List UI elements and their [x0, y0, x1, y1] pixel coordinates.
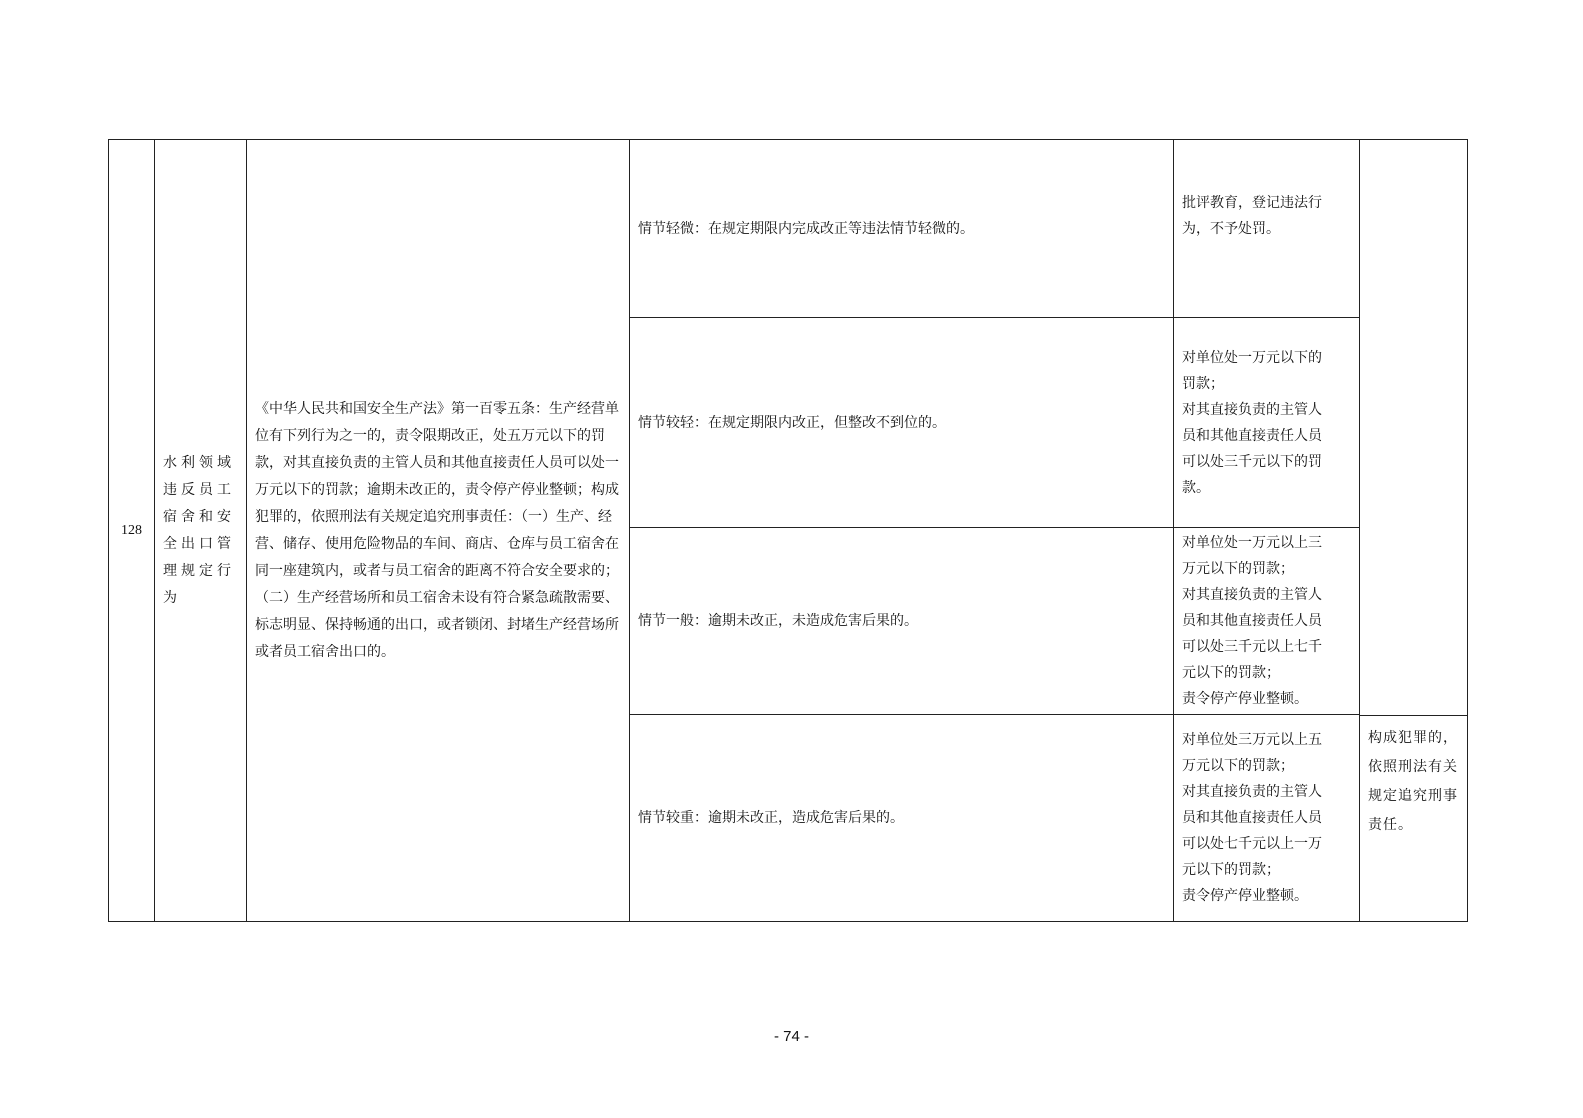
standard-light: 对单位处一万元以下的 罚款； 对其直接负责的主管人 员和其他直接责任人员 可以处三千元以下的罚 款。: [1174, 318, 1360, 528]
page-number: - 74 -: [773, 1028, 809, 1045]
item-number: 128: [109, 140, 155, 922]
circumstance-minor: 情节轻微：在规定期限内完成改正等违法情节轻微的。: [630, 140, 1174, 318]
standard-general: 对单位处一万元以上三 万元以下的罚款； 对其直接负责的主管人 员和其他直接责任人员 可以处三千元以上七千 元以下的罚款； 责令停产停业整顿。: [1174, 528, 1360, 715]
circumstance-light: 情节较轻：在规定期限内改正，但整改不到位的。: [630, 318, 1174, 528]
criminal-liability-note: 构成犯罪的，依照刑法有关规定追究刑事责任。: [1360, 715, 1467, 840]
circumstance-serious: 情节较重：逾期未改正，造成危害后果的。: [630, 715, 1174, 922]
violation-name: 水利领域违反员工宿舍和安全出口管理规定行为: [155, 140, 247, 922]
penalty-standard-table: [108, 139, 1468, 922]
legal-basis: 《中华人民共和国安全生产法》第一百零五条：生产经营单位有下列行为之一的，责令限期改正，处五万元以下的罚款，对其直接负责的主管人员和其他直接责任人员可以处一万元以下的罚款；逾期未改正的，责令停产停业整顿；构成犯罪的，依照刑法有关规定追究刑事责任：（一）生产、经营、储存、使用危险物品的车间、商店、仓库与员工宿舍在同一座建筑内，或者与员工宿舍的距离不符合安全要求的；（二）生产经营场所和员工宿舍未设有符合紧急疏散需要、标志明显、保持畅通的出口，或者锁闭、封堵生产经营场所或者员工宿舍出口的。: [247, 140, 630, 922]
circumstance-general: 情节一般：逾期未改正，未造成危害后果的。: [630, 528, 1174, 715]
standard-minor: 批评教育，登记违法行 为，不予处罚。: [1174, 140, 1360, 318]
standard-serious: 对单位处三万元以上五 万元以下的罚款； 对其直接负责的主管人 员和其他直接责任人员 可以处七千元以上一万 元以下的罚款； 责令停产停业整顿。: [1174, 715, 1360, 922]
note-column: [1360, 140, 1468, 922]
table-row: [109, 140, 1468, 318]
